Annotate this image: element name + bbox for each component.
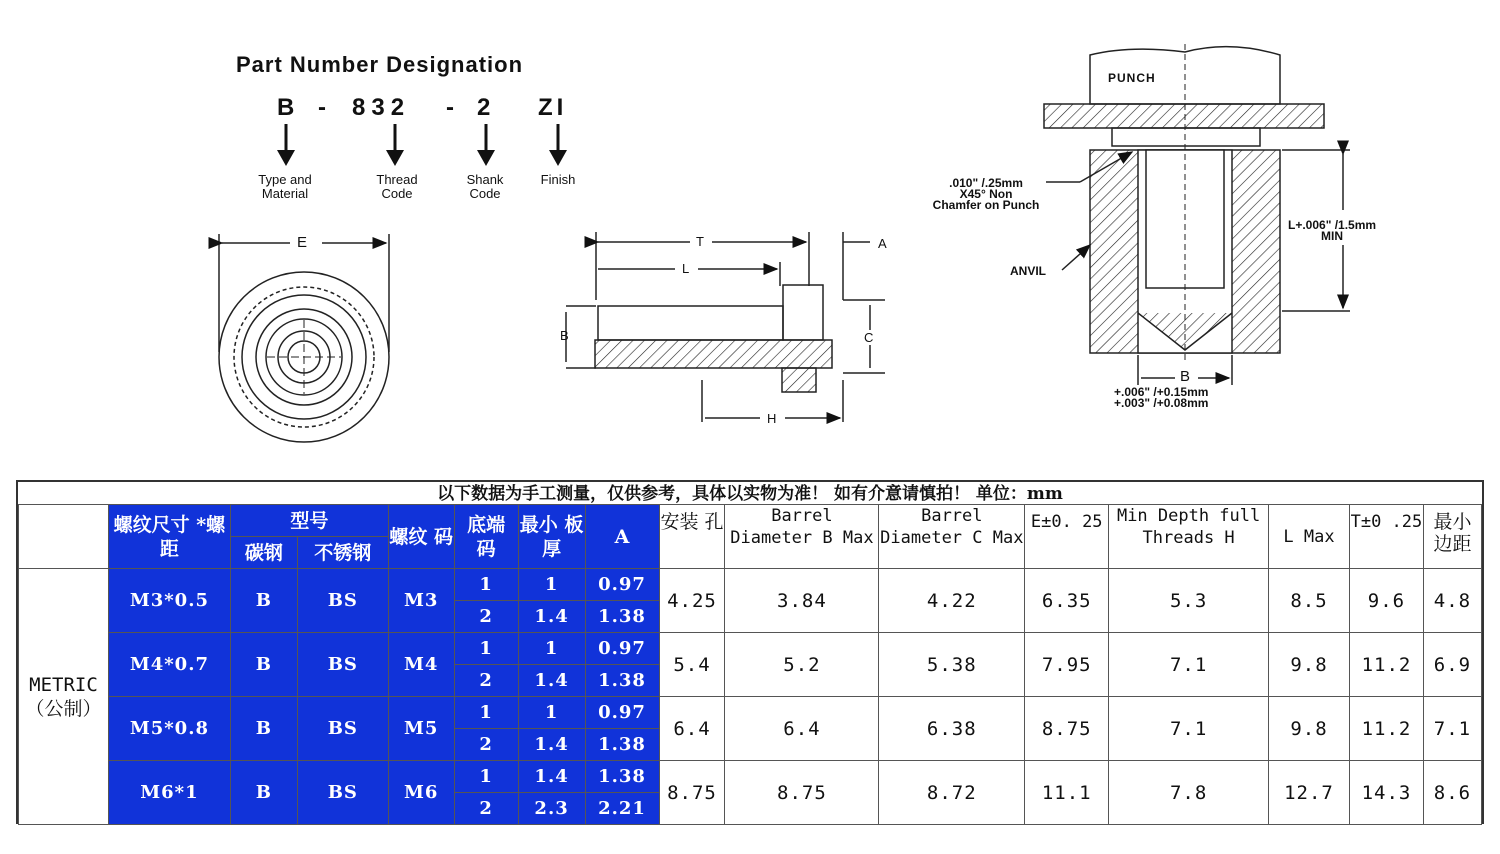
header-l-max: L Max [1269, 505, 1350, 569]
barrel-c-cell: 6.38 [879, 697, 1025, 761]
barrel-b-cell: 6.4 [725, 697, 879, 761]
dim-e-label: E [297, 234, 308, 251]
header-thread-size: 螺纹尺寸 *螺距 [108, 505, 230, 569]
min-edge-cell: 6.9 [1423, 633, 1481, 697]
shank-code-cell: 2 [454, 793, 518, 825]
hole-cell: 8.75 [659, 761, 725, 825]
side-view-drawing [566, 232, 885, 422]
header-stainless: 不锈钢 [297, 537, 388, 569]
spec-table-body [19, 569, 1482, 825]
header-row-1 [19, 505, 1482, 537]
header-e: E±0. 25 [1025, 505, 1109, 569]
min-depth-cell: 7.8 [1109, 761, 1269, 825]
hole-cell: 6.4 [659, 697, 725, 761]
b-tolerance-note: +.006" /+0.15mm +.003" /+0.08mm [1114, 385, 1209, 410]
header-barrel-c: Barrel Diameter C Max [879, 505, 1025, 569]
a-value-cell: 1.38 [585, 761, 659, 793]
min-depth-cell: 7.1 [1109, 697, 1269, 761]
header-model: 型号 [230, 505, 388, 537]
label-finish: Finish [540, 172, 576, 187]
min-sheet-cell: 1.4 [518, 665, 585, 697]
carbon-model-cell: B [230, 697, 297, 761]
min-edge-cell: 8.6 [1423, 761, 1481, 825]
barrel-b-cell: 8.75 [725, 761, 879, 825]
shank-code-cell: 1 [454, 697, 518, 729]
a-value-cell: 0.97 [585, 697, 659, 729]
dim-a-label: A [878, 236, 887, 251]
dim-b-bottom-label: B [1180, 368, 1191, 385]
min-depth-cell: 5.3 [1109, 569, 1269, 633]
punch-label: PUNCH [1108, 71, 1156, 85]
thread-code-cell: M4 [388, 633, 454, 697]
header-min-depth: Min Depth full Threads H [1109, 505, 1269, 569]
shank-code-cell: 1 [454, 761, 518, 793]
barrel-c-cell: 4.22 [879, 569, 1025, 633]
code-finish: ZI [538, 94, 568, 121]
thread-code-cell: M3 [388, 569, 454, 633]
code-thread: 832 [352, 94, 411, 121]
installation-view-drawing [1044, 44, 1350, 385]
a-value-cell: 0.97 [585, 633, 659, 665]
shank-code-cell: 1 [454, 569, 518, 601]
part-number-title: Part Number Designation [236, 52, 524, 77]
table-row [19, 633, 1482, 665]
shank-code-cell: 2 [454, 665, 518, 697]
shank-code-cell: 1 [454, 633, 518, 665]
min-sheet-cell: 1.4 [518, 761, 585, 793]
label-type-material: Type and Material [258, 172, 312, 201]
a-value-cell: 2.21 [585, 793, 659, 825]
header-min-edge: 最小 边距 [1423, 505, 1481, 569]
barrel-c-cell: 8.72 [879, 761, 1025, 825]
barrel-c-cell: 5.38 [879, 633, 1025, 697]
spec-table [18, 504, 1482, 825]
thread-size-cell: M4*0.7 [108, 633, 230, 697]
top-view-drawing [219, 234, 389, 442]
min-sheet-cell: 1 [518, 633, 585, 665]
part-number-arrows [277, 124, 567, 166]
a-value-cell: 0.97 [585, 569, 659, 601]
carbon-model-cell: B [230, 761, 297, 825]
thread-code-cell: M5 [388, 697, 454, 761]
min-sheet-cell: 1.4 [518, 601, 585, 633]
barrel-b-cell: 5.2 [725, 633, 879, 697]
t-cell: 9.6 [1349, 569, 1423, 633]
hole-cell: 4.25 [659, 569, 725, 633]
l-max-cell: 9.8 [1269, 633, 1350, 697]
e-cell: 7.95 [1025, 633, 1109, 697]
l-tolerance-note: L+.006" /1.5mm MIN [1288, 218, 1377, 243]
header-a: A [585, 505, 659, 569]
hole-cell: 5.4 [659, 633, 725, 697]
table-row [19, 569, 1482, 601]
min-sheet-cell: 1.4 [518, 729, 585, 761]
a-value-cell: 1.38 [585, 601, 659, 633]
chamfer-note: .010" /.25mm X45° Non Chamfer on Punch [932, 176, 1040, 212]
header-barrel-b: Barrel Diameter B Max [725, 505, 879, 569]
dim-b-label: B [560, 328, 569, 343]
stainless-model-cell: BS [297, 761, 388, 825]
e-cell: 6.35 [1025, 569, 1109, 633]
dim-t-label: T [696, 234, 704, 249]
min-sheet-cell: 2.3 [518, 793, 585, 825]
carbon-model-cell: B [230, 569, 297, 633]
label-thread-code: Thread Code [376, 172, 418, 201]
code-sep-2: - [446, 94, 454, 121]
min-edge-cell: 7.1 [1423, 697, 1481, 761]
e-cell: 11.1 [1025, 761, 1109, 825]
dim-l-label: L [682, 261, 690, 276]
thread-size-cell: M5*0.8 [108, 697, 230, 761]
category-cell: METRIC（公制） [19, 569, 109, 825]
header-t: T±0 .25 [1349, 505, 1423, 569]
l-max-cell: 9.8 [1269, 697, 1350, 761]
thread-code-cell: M6 [388, 761, 454, 825]
header-shank-code: 底端 码 [454, 505, 518, 569]
table-row [19, 697, 1482, 729]
e-cell: 8.75 [1025, 697, 1109, 761]
header-hole: 安装 孔 [659, 505, 725, 569]
l-max-cell: 12.7 [1269, 761, 1350, 825]
t-cell: 14.3 [1349, 761, 1423, 825]
shank-code-cell: 2 [454, 601, 518, 633]
header-carbon: 碳钢 [230, 537, 297, 569]
min-sheet-cell: 1 [518, 569, 585, 601]
a-value-cell: 1.38 [585, 665, 659, 697]
label-shank-code: Shank Code [466, 172, 504, 201]
stainless-model-cell: BS [297, 697, 388, 761]
code-sep-1: - [318, 94, 326, 121]
spec-table-container [16, 480, 1484, 824]
header-blank [19, 505, 109, 569]
anvil-label: ANVIL [1010, 264, 1046, 278]
t-cell: 11.2 [1349, 697, 1423, 761]
code-type: B [277, 94, 295, 121]
stainless-model-cell: BS [297, 569, 388, 633]
min-edge-cell: 4.8 [1423, 569, 1481, 633]
code-shank: 2 [477, 94, 491, 121]
t-cell: 11.2 [1349, 633, 1423, 697]
table-row [19, 761, 1482, 793]
carbon-model-cell: B [230, 633, 297, 697]
dim-h-label: H [767, 411, 777, 426]
l-max-cell: 8.5 [1269, 569, 1350, 633]
barrel-b-cell: 3.84 [725, 569, 879, 633]
stainless-model-cell: BS [297, 633, 388, 697]
dim-c-label: C [864, 330, 874, 345]
header-min-sheet: 最小 板厚 [518, 505, 585, 569]
min-depth-cell: 7.1 [1109, 633, 1269, 697]
a-value-cell: 1.38 [585, 729, 659, 761]
thread-size-cell: M6*1 [108, 761, 230, 825]
min-sheet-cell: 1 [518, 697, 585, 729]
shank-code-cell: 2 [454, 729, 518, 761]
thread-size-cell: M3*0.5 [108, 569, 230, 633]
header-thread-code: 螺纹 码 [388, 505, 454, 569]
table-caption: 以下数据为手工测量，仅供参考，具体以实物为准！ 如有介意请慎拍！ 单位：mm [18, 482, 1482, 506]
